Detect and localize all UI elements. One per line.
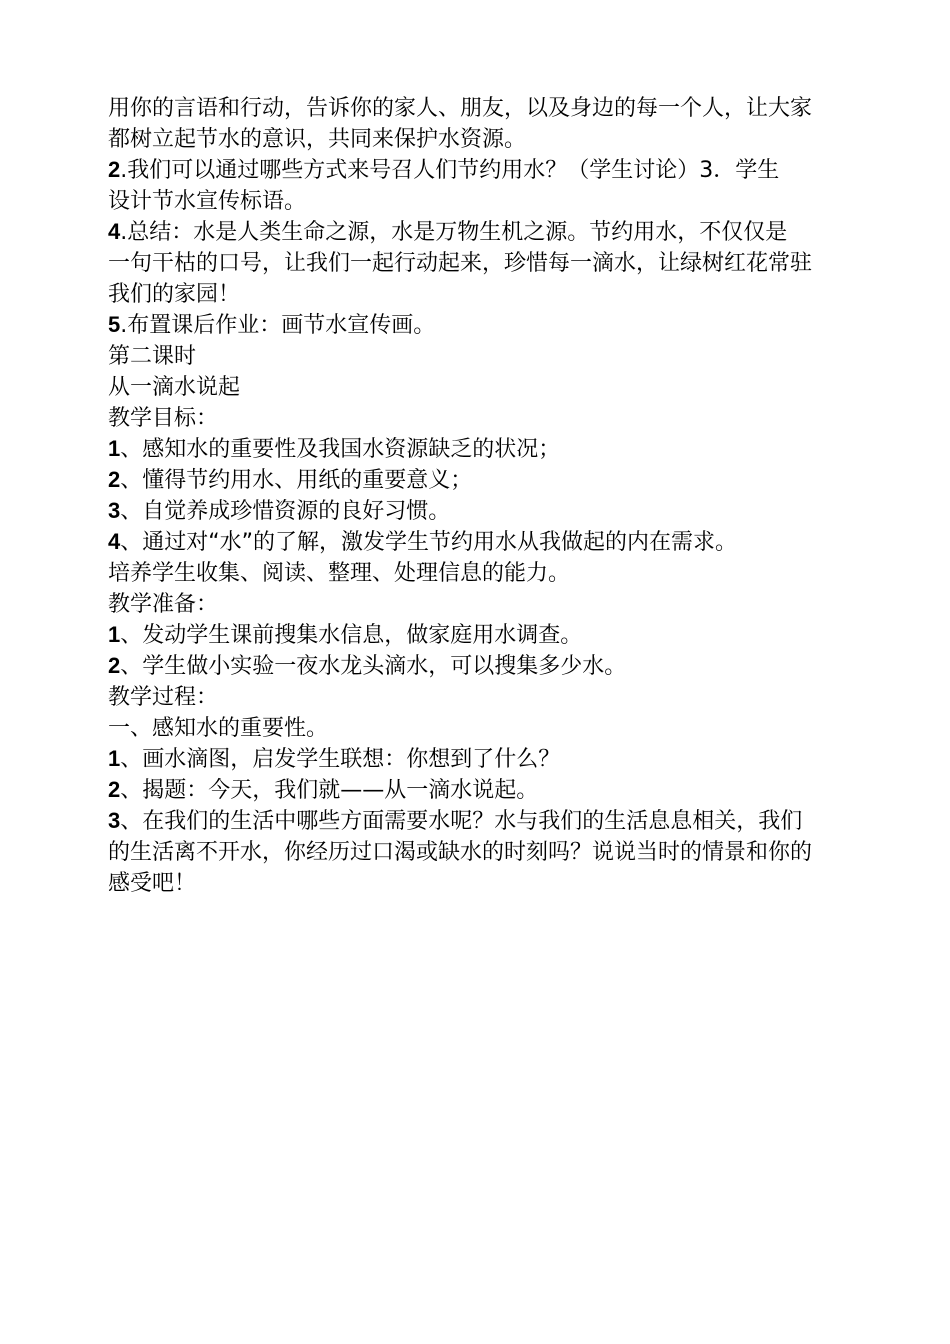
text-line <box>108 216 860 247</box>
list-item <box>108 619 860 650</box>
line-number: 3 <box>108 808 121 833</box>
line-text: 教学过程： <box>108 685 219 710</box>
line-text: 、感知水的重要性及我国水资源缺乏的状况； <box>120 437 561 462</box>
text-line <box>108 278 860 309</box>
line-text: 一句干枯的口号，让我们一起行动起来，珍惜每一滴水，让绿树红花常驻 <box>108 251 813 276</box>
line-number: 2 <box>108 777 121 802</box>
line-text: 、通过对“水”的了解，激发学生节约用水从我做起的内在需求。 <box>120 530 738 555</box>
line-text: 教学准备： <box>108 592 219 617</box>
line-number: 4 <box>108 529 121 554</box>
line-text: 、自觉养成珍惜资源的良好习惯。 <box>120 499 451 524</box>
list-item <box>108 433 860 464</box>
subsection-heading <box>108 712 860 743</box>
text-line <box>108 247 860 278</box>
line-number: 3 <box>108 498 121 523</box>
list-item <box>108 650 860 681</box>
line-text: 、懂得节约用水、用纸的重要意义； <box>120 468 473 493</box>
line-text: 感受吧！ <box>108 871 197 896</box>
section-heading <box>108 588 860 619</box>
text-line <box>108 836 860 867</box>
list-item <box>108 805 860 836</box>
line-text: .总结：水是人类生命之源，水是万物生机之源。节约用水，不仅仅是 <box>120 220 788 245</box>
text-line <box>108 123 860 154</box>
text-line <box>108 309 860 340</box>
text-line <box>108 92 860 123</box>
line-text: 我们的家园！ <box>108 282 241 307</box>
line-text: 、在我们的生活中哪些方面需要水呢？水与我们的生活息息相关，我们 <box>120 809 803 834</box>
section-heading <box>108 340 860 371</box>
text-line <box>108 557 860 588</box>
line-number: 4 <box>108 219 121 244</box>
section-heading <box>108 681 860 712</box>
list-item <box>108 464 860 495</box>
document-page <box>108 92 860 898</box>
list-item <box>108 526 860 557</box>
line-number: 1 <box>108 622 121 647</box>
line-text: .我们可以通过哪些方式来号召人们节约用水？（学生讨论）3．学生 <box>120 158 780 183</box>
line-text: 、学生做小实验一夜水龙头滴水，可以搜集多少水。 <box>120 654 627 679</box>
line-number: 2 <box>108 653 121 678</box>
text-line <box>108 867 860 898</box>
line-text: 、发动学生课前搜集水信息，做家庭用水调查。 <box>120 623 583 648</box>
line-number: 2 <box>108 157 121 182</box>
line-number: 1 <box>108 746 121 771</box>
line-text: .布置课后作业：画节水宣传画。 <box>120 313 436 338</box>
line-number: 5 <box>108 312 121 337</box>
text-line <box>108 185 860 216</box>
list-item <box>108 743 860 774</box>
line-number: 2 <box>108 467 121 492</box>
line-text: 的生活离不开水，你经历过口渴或缺水的时刻吗？说说当时的情景和你的 <box>108 840 813 865</box>
line-text: 、揭题：今天，我们就——从一滴水说起。 <box>120 778 539 803</box>
line-text: 教学目标： <box>108 406 219 431</box>
line-text: 设计节水宣传标语。 <box>108 189 307 214</box>
line-text: 用你的言语和行动，告诉你的家人、朋友，以及身边的每一个人，让大家 <box>108 96 813 121</box>
line-text: 从一滴水说起 <box>108 375 241 400</box>
line-text: 第二课时 <box>108 344 197 369</box>
line-text: 培养学生收集、阅读、整理、处理信息的能力。 <box>108 561 571 586</box>
line-number: 1 <box>108 436 121 461</box>
lesson-title <box>108 371 860 402</box>
line-text: 都树立起节水的意识，共同来保护水资源。 <box>108 127 527 152</box>
line-text: 一、感知水的重要性。 <box>108 716 329 741</box>
list-item <box>108 495 860 526</box>
section-heading <box>108 402 860 433</box>
text-line <box>108 154 860 185</box>
line-text: 、画水滴图，启发学生联想：你想到了什么？ <box>120 747 561 772</box>
list-item <box>108 774 860 805</box>
